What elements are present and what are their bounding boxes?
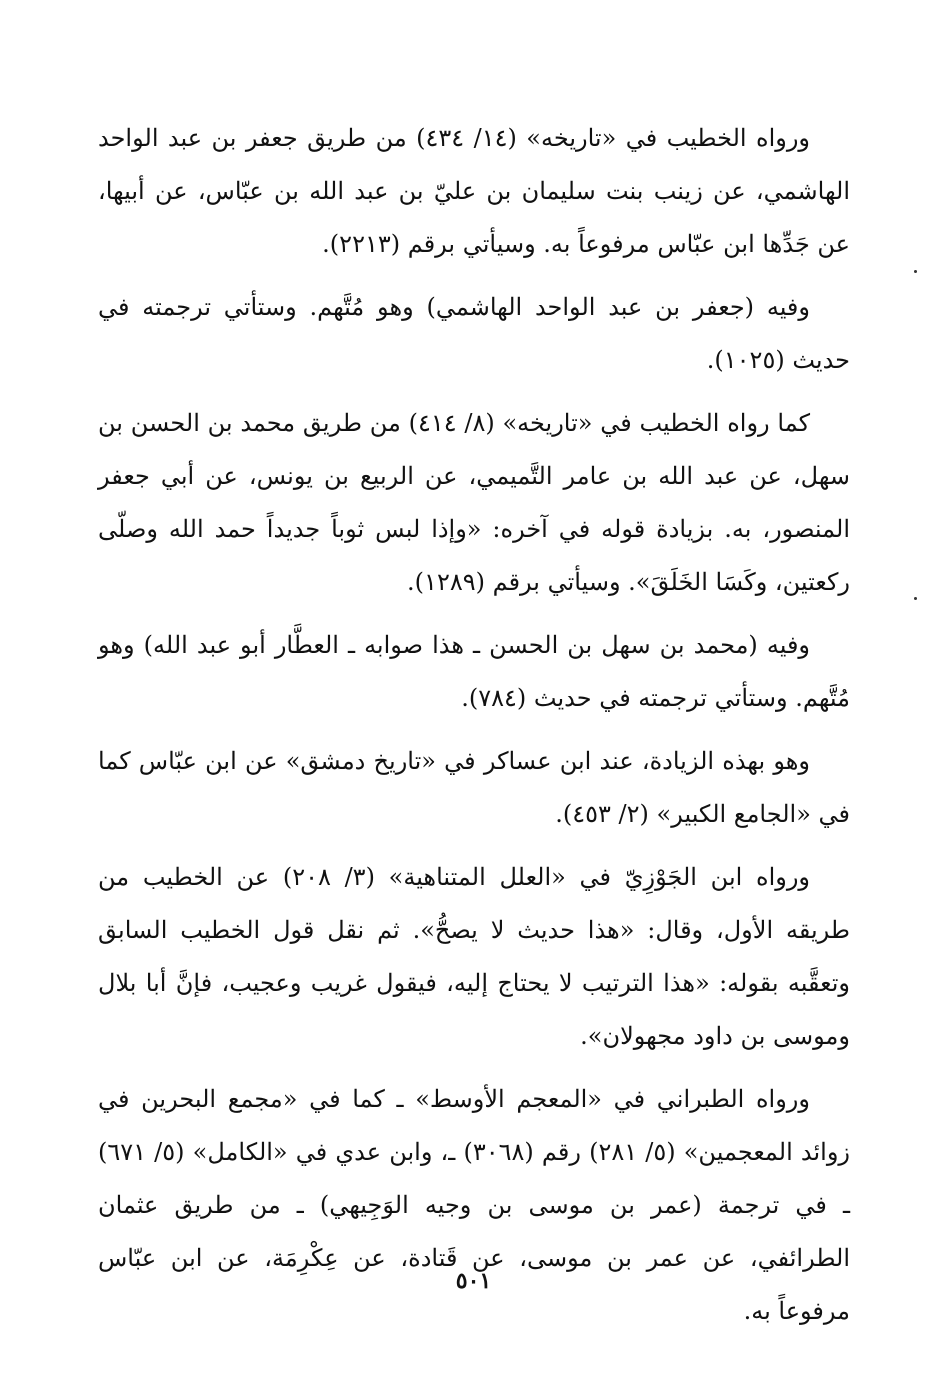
scan-speck bbox=[914, 597, 917, 600]
paragraph-2: وفيه (جعفر بن عبد الواحد الهاشمي) وهو مُتَّهم. وستأتي ترجمته في حديث (١٠٢٥). bbox=[98, 293, 850, 374]
scan-speck bbox=[914, 270, 917, 273]
paragraph-6: ورواه ابن الجَوْزِيّ في «العلل المتناهية» (٣/ ٢٠٨) عن الخطيب من طريقه الأول، وقال: «هذا حديث لا يصحُّ». ثم نقل قول الخطيب السابق وتعقَّبه بقوله: «هذا الترتيب لا يحتاج إليه، فيقول غريب وعجيب، فإنَّ أبا بلال وموسى بن داود مجهولان». bbox=[98, 863, 850, 1050]
paragraph-7: ورواه الطبراني في «المعجم الأوسط» ـ كما في «مجمع البحرين في زوائد المعجمين» (٥/ ٢٨١) رقم (٣٠٦٨) ـ، وابن عدي في «الكامل» (٥/ ٦٧١) ـ في ترجمة (عمر بن موسى بن وجيه الوَجِيهي) ـ من طريق عثمان الطرائفي، عن عمر بن موسى، عن قَتادة، عن عِكْرِمَة، عن ابن عبّاس مرفوعاً به. bbox=[98, 1085, 851, 1325]
paragraph-3: كما رواه الخطيب في «تاريخه» (٨/ ٤١٤) من طريق محمد بن الحسن بن سهل، عن عبد الله بن عامر التَّميمي، عن الربيع بن يونس، عن أبي جعفر المنصور، به. بزيادة قوله في آخره: «وإذا لبس ثوباً جديداً حمد الله وصلّى ركعتين، وكَسَا الخَلَقَ». وسيأتي برقم (١٢٨٩). bbox=[98, 409, 850, 596]
paragraph-1: ورواه الخطيب في «تاريخه» (١٤/ ٤٣٤) من طريق جعفر بن عبد الواحد الهاشمي، عن زينب بنت سليمان بن عليّ بن عبد الله بن عبّاس، عن أبيها، عن جَدِّها ابن عبّاس مرفوعاً به. وسيأتي برقم (٢٢١٣). bbox=[98, 124, 850, 258]
paragraph-5: وهو بهذه الزيادة، عند ابن عساكر في «تاريخ دمشق» عن ابن عبّاس كما في «الجامع الكبير» (٢/ ٤٥٣). bbox=[98, 747, 850, 828]
page-number: ٥٠١ bbox=[455, 1268, 492, 1294]
body-text bbox=[98, 112, 850, 1348]
paragraph-4: وفيه (محمد بن سهل بن الحسن ـ هذا صوابه ـ العطَّار أبو عبد الله) وهو مُتَّهم. وستأتي ترجمته في حديث (٧٨٤). bbox=[98, 631, 850, 712]
